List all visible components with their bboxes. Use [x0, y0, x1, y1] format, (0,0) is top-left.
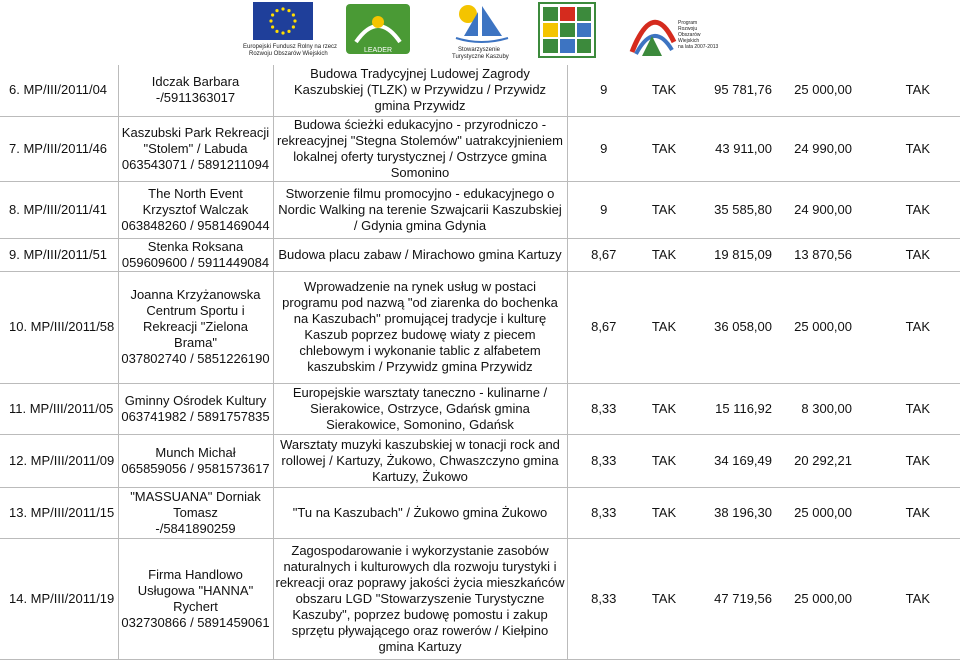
applicant-contact: [118, 65, 273, 116]
project-description: [273, 538, 567, 659]
eu-logo: [243, 2, 338, 58]
application-number: 10. MP/III/2011/58: [0, 271, 118, 383]
project-description-line: Kaszubskiej (TLZK) w Przywidzu / Przywidz: [293, 82, 547, 98]
applicant-contact: [118, 181, 273, 238]
applicant-contact-line: Stenka Roksana: [147, 238, 244, 254]
score-value: 9: [567, 116, 640, 181]
project-description: [273, 181, 567, 238]
applicant-contact: [118, 383, 273, 434]
grant-amount: 24 990,00: [774, 116, 866, 181]
project-description: [273, 487, 567, 538]
score-value: 8,33: [567, 487, 640, 538]
approval-flag: TAK: [866, 116, 960, 181]
score-value: 8,67: [567, 271, 640, 383]
application-number: 8. MP/III/2011/41: [0, 181, 118, 238]
leader-text: LEADER: [363, 47, 393, 54]
total-cost: 38 196,30: [688, 487, 774, 538]
applicant-contact: [118, 116, 273, 181]
project-description-line: rollowej / Kartuzy, Żukowo, Chwaszczyno gmina: [281, 452, 559, 468]
approval-flag: TAK: [866, 65, 960, 116]
eligibility-flag: TAK: [640, 434, 688, 487]
eu-star-icon: [293, 19, 296, 22]
score-value: 9: [567, 65, 640, 116]
eu-star-icon: [275, 30, 278, 33]
total-cost: 35 585,80: [688, 181, 774, 238]
approval-flag: TAK: [866, 487, 960, 538]
eu-caption-2: Rozwoju Obszarów Wiejskich: [249, 51, 328, 57]
eu-star-icon: [281, 31, 284, 34]
grant-amount: 25 000,00: [774, 271, 866, 383]
approval-flag: TAK: [866, 181, 960, 238]
grant-amount: 25 000,00: [774, 487, 866, 538]
applicant-contact-line: 037802740 / 5851226190: [121, 351, 270, 366]
prow-caption-2: Rozwoju: [678, 26, 698, 32]
total-cost: 43 911,00: [688, 116, 774, 181]
applicant-contact-line: Rychert: [173, 598, 218, 614]
approval-flag: TAK: [866, 538, 960, 659]
total-cost: 95 781,76: [688, 65, 774, 116]
eu-star-icon: [292, 13, 295, 16]
table-row: [0, 487, 960, 538]
lgd-caption-1: Stowarzyszenie: [458, 47, 501, 53]
applicant-contact: [118, 238, 273, 271]
applicant-contact-line: 063848260 / 9581469044: [121, 217, 270, 233]
approval-flag: TAK: [866, 238, 960, 271]
project-description: [273, 116, 567, 181]
eu-star-icon: [287, 30, 290, 33]
applicant-contact-line: Idczak Barbara: [151, 74, 240, 90]
prow-logo: [628, 2, 719, 62]
eligibility-flag: TAK: [640, 383, 688, 434]
project-description-line: Budowa ścieżki edukacyjno - przyrodniczo -: [293, 116, 547, 132]
lgd-grid-logo: [538, 2, 596, 58]
applicant-contact-line: Brama": [174, 335, 217, 350]
project-description-line: rekreacji oraz poprawy jakości życia mieszkańców: [275, 574, 565, 590]
sailboat-icon: [448, 2, 514, 46]
eu-star-icon: [281, 7, 284, 10]
lgd-sailboat-logo: [448, 2, 514, 60]
table-row: [0, 65, 960, 116]
table-row: [0, 538, 960, 659]
total-cost: 36 058,00: [688, 271, 774, 383]
application-number: 13. MP/III/2011/15: [0, 487, 118, 538]
applicant-contact-line: Gminny Ośrodek Kultury: [124, 392, 267, 408]
applicant-contact-line: Tomasz: [173, 504, 218, 520]
score-value: 8,33: [567, 383, 640, 434]
project-description-line: Zagospodarowanie i wykorzystanie zasobów: [291, 542, 549, 558]
project-description-line: sprzętu pływającego oraz rowerów / Kiełpino: [291, 622, 549, 638]
eu-star-icon: [271, 13, 274, 16]
logo-bar: [0, 0, 960, 64]
project-description-line: Kaszub poprzez budowę wiaty z piecem: [304, 327, 536, 342]
score-value: 8,33: [567, 538, 640, 659]
applicant-contact-line: -/5841890259: [155, 520, 236, 536]
eligibility-flag: TAK: [640, 538, 688, 659]
application-number: 14. MP/III/2011/19: [0, 538, 118, 659]
project-description-line: naturalnych i kulturowych dla rozwoju turystyki i: [283, 558, 557, 574]
applicant-contact-line: 063741982 / 5891757835: [121, 408, 270, 424]
applicant-contact: [118, 487, 273, 538]
project-description-line: obszaru LGD "Stowarzyszenie Turystyczne: [295, 590, 545, 606]
total-cost: 19 815,09: [688, 238, 774, 271]
project-description-line: kaszubskim / Przywidz gmina Przywidz: [307, 359, 533, 374]
eu-star-icon: [292, 25, 295, 28]
application-number: 11. MP/III/2011/05: [0, 383, 118, 434]
applicant-contact-line: "Stolem" / Labuda: [143, 140, 248, 156]
project-description-line: Budowa placu zabaw / Mirachowo gmina Kartuzy: [278, 246, 562, 262]
table-row: [0, 116, 960, 181]
table-row: [0, 181, 960, 238]
applicant-contact-line: Krzysztof Walczak: [142, 201, 249, 217]
project-description-line: lokalnej oferty turystycznej / Ostrzyce gmina: [293, 148, 547, 164]
project-description-line: Kaszuby", poprzez budowę pomostu i zakup: [292, 606, 548, 622]
total-cost: 34 169,49: [688, 434, 774, 487]
applicant-contact-line: 059609600 / 5911449084: [121, 254, 270, 270]
prow-emblem-icon: [628, 2, 678, 58]
project-description: [273, 65, 567, 116]
application-number: 7. MP/III/2011/46: [0, 116, 118, 181]
prow-caption-1: Program: [678, 20, 698, 26]
project-description-line: Sierakowice, Somonino, Gdańsk: [326, 416, 514, 432]
applicant-contact-line: Joanna Krzyżanowska: [130, 287, 261, 302]
applicant-contact-line: 063543071 / 5891211094: [121, 156, 270, 172]
lgd-caption-2: Turystyczne Kaszuby: [452, 54, 509, 60]
project-description-line: Somonino: [390, 164, 450, 180]
applicant-contact-line: The North Event: [148, 185, 243, 201]
application-number: 12. MP/III/2011/09: [0, 434, 118, 487]
application-number: 9. MP/III/2011/51: [0, 238, 118, 271]
applicant-contact-line: "MASSUANA" Dorniak: [130, 488, 261, 504]
applicant-contact: [118, 434, 273, 487]
score-value: 8,67: [567, 238, 640, 271]
eligibility-flag: TAK: [640, 487, 688, 538]
applicant-contact-line: -/5911363017: [155, 90, 236, 106]
eu-caption-1: Europejski Fundusz Rolny na rzecz: [243, 44, 338, 50]
project-description-line: programu pod nazwą "od ziarenka do bochenka: [282, 295, 558, 310]
application-number: 6. MP/III/2011/04: [0, 65, 118, 116]
applicant-contact-line: Firma Handlowo: [148, 566, 243, 582]
project-description-line: Warsztaty muzyki kaszubskiej w tonacji rock and: [280, 436, 560, 452]
project-description-line: na Kaszubach" promującej tradycje i kulturę: [293, 311, 547, 326]
score-value: 8,33: [567, 434, 640, 487]
table-body: [0, 65, 960, 659]
project-description: [273, 238, 567, 271]
project-description: [273, 383, 567, 434]
eligibility-flag: TAK: [640, 271, 688, 383]
project-description: [273, 271, 567, 383]
project-description-line: Budowa Tradycyjnej Ludowej Zagrody: [310, 66, 530, 82]
eu-flag-icon: [243, 2, 323, 46]
approval-flag: TAK: [866, 383, 960, 434]
project-description-line: gmina Przywidz: [374, 98, 466, 114]
project-description-line: rekreacyjnej "Stegna Stolemów" uatrakcyjnieniem: [277, 132, 563, 148]
table-row: [0, 271, 960, 383]
grant-amount: 13 870,56: [774, 238, 866, 271]
project-description-line: Stworzenie filmu promocyjno - edukacyjnego o: [285, 185, 555, 201]
applicant-contact-line: Usługowa "HANNA": [137, 582, 254, 598]
approval-flag: TAK: [866, 434, 960, 487]
prow-caption-4: Wiejskich: [678, 38, 700, 44]
table-row: [0, 434, 960, 487]
project-description-line: gmina Kartuzy: [378, 638, 462, 654]
total-cost: 47 719,56: [688, 538, 774, 659]
applicant-contact-line: 065859056 / 9581573617: [121, 460, 270, 476]
eligibility-flag: TAK: [640, 181, 688, 238]
project-description: [273, 434, 567, 487]
approval-flag: TAK: [866, 271, 960, 383]
project-description-line: Europejskie warsztaty taneczno - kulinarne /: [292, 384, 548, 400]
eu-star-icon: [269, 19, 272, 22]
table-row: [0, 383, 960, 434]
eligibility-flag: TAK: [640, 238, 688, 271]
project-description-line: Kartuzy, Żukowo: [372, 468, 468, 484]
prow-caption-3: Obszarów: [678, 32, 701, 38]
leader-icon: [342, 2, 414, 58]
grant-amount: 25 000,00: [774, 65, 866, 116]
grant-amount: 25 000,00: [774, 538, 866, 659]
applications-table: [0, 65, 960, 660]
prow-caption-5: na lata 2007-2013: [678, 44, 719, 50]
eu-star-icon: [271, 25, 274, 28]
project-description-line: Sierakowice, Ostrzyce, Gdańsk gmina: [310, 400, 530, 416]
eligibility-flag: TAK: [640, 116, 688, 181]
project-description-line: / Gdynia gmina Gdynia: [353, 217, 487, 233]
applicant-contact: [118, 271, 273, 383]
project-description-line: "Tu na Kaszubach" / Żukowo gmina Żukowo: [292, 504, 548, 520]
applicant-contact-line: Kaszubski Park Rekreacji: [121, 124, 270, 140]
applicant-contact-line: Munch Michał: [155, 444, 236, 460]
applicant-contact: [118, 538, 273, 659]
applicant-contact-line: 032730866 / 5891459061: [121, 614, 270, 630]
project-description-line: Wprowadzenie na rynek usług w postaci: [304, 279, 536, 294]
grid-emblem-icon: [538, 2, 596, 58]
applicant-contact-line: Rekreacji "Zielona: [142, 319, 249, 334]
project-description-line: Nordic Walking na terenie Szwajcarii Kaszubskiej: [278, 201, 562, 217]
grant-amount: 8 300,00: [774, 383, 866, 434]
score-value: 9: [567, 181, 640, 238]
grant-amount: 24 900,00: [774, 181, 866, 238]
eu-star-icon: [287, 9, 290, 12]
eligibility-flag: TAK: [640, 65, 688, 116]
table-row: [0, 238, 960, 271]
project-description-line: chlebowym i wykonanie tablic z alfabetem: [299, 343, 541, 358]
grant-amount: 20 292,21: [774, 434, 866, 487]
leader-logo: [342, 2, 414, 58]
applicant-contact-line: Centrum Sportu i: [146, 303, 245, 318]
eu-star-icon: [275, 9, 278, 12]
total-cost: 15 116,92: [688, 383, 774, 434]
